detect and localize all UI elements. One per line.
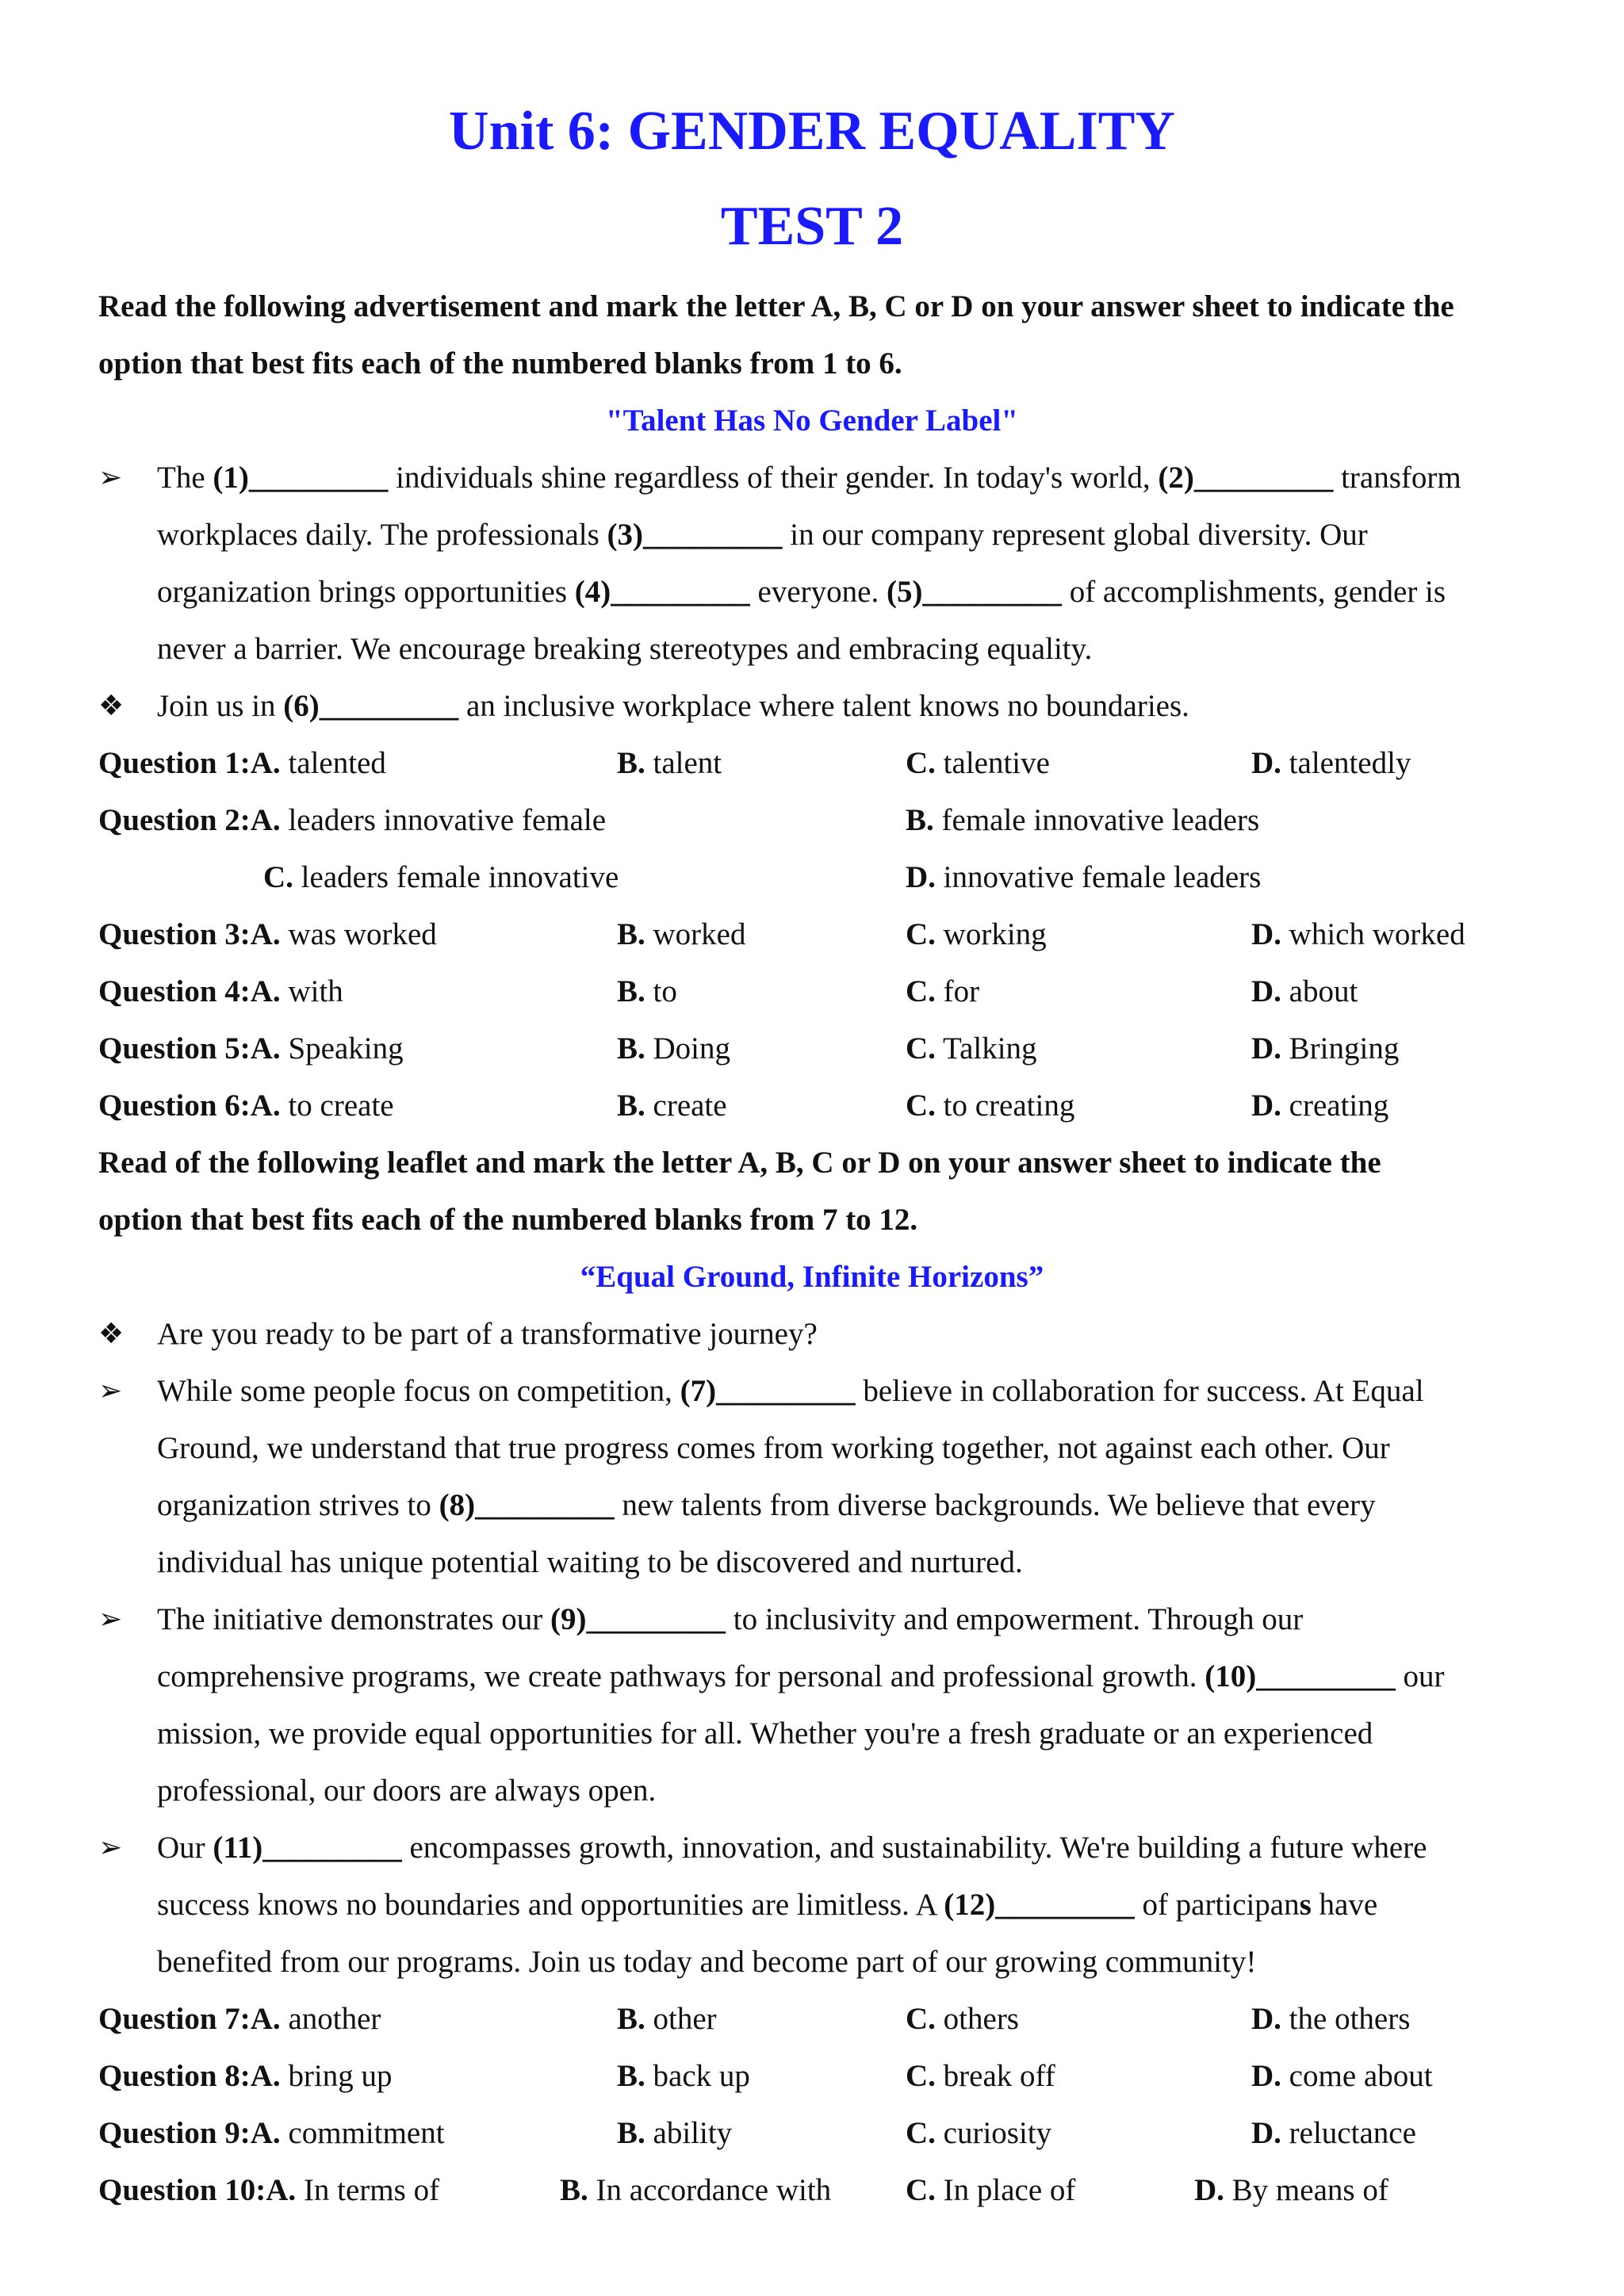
arrow-bullet-icon: ➢ [98, 1603, 123, 1636]
passage1-line3: organization brings opportunities (4)_________ everyone. (5)_________ of accomplishments, gender is [157, 575, 1446, 609]
passage2-p3-line2: success knows no boundaries and opportunities are limitless. A (12)_________ of participans have [157, 1888, 1378, 1922]
passage1-line5: Join us in (6)_________ an inclusive workplace where talent knows no boundaries. [157, 689, 1189, 723]
blank-5: (5)_________ [886, 575, 1062, 609]
blank-9: (9)_________ [550, 1602, 726, 1636]
passage2-p2-line1: The initiative demonstrates our (9)_________ to inclusivity and empowerment. Through our [157, 1602, 1304, 1636]
passage2-p2-line4: professional, our doors are always open. [157, 1774, 657, 1808]
question-row: Question 4:A. with B. to C. for D. about [98, 974, 1358, 1008]
blank-12: (12)_________ [944, 1888, 1135, 1922]
blank-6: (6)_________ [283, 689, 459, 723]
passage2-p3-line1: Our (11)_________ encompasses growth, innovation, and sustainability. We're building a future where [157, 1831, 1427, 1865]
passage2-p2-line2: comprehensive programs, we create pathways for personal and professional growth. (10)_________ our [157, 1659, 1445, 1693]
question-row: Question 6:A. to create B. create C. to creating D. creating [98, 1089, 1389, 1123]
blank-10: (10)_________ [1205, 1659, 1396, 1693]
question-row: Question 8:A. bring up B. back up C. break off D. come about [98, 2059, 1433, 2093]
question-row: Question 7:A. another B. other C. others D. the others [98, 2002, 1411, 2036]
passage1-line2: workplaces daily. The professionals (3)_________ in our company represent global diversity. Our [157, 518, 1368, 552]
question-row: Question 5:A. Speaking B. Doing C. Talking D. Bringing [98, 1031, 1400, 1066]
question-row: Question 3:A. was worked B. worked C. working D. which worked [98, 917, 1465, 951]
page-title: Unit 6: GENDER EQUALITY [449, 101, 1175, 162]
blank-11: (11)_________ [213, 1831, 402, 1865]
blank-2: (2)_________ [1158, 461, 1334, 495]
blank-3: (3)_________ [607, 518, 783, 552]
passage2-intro: Are you ready to be part of a transformative journey? [157, 1317, 818, 1351]
diamond-bullet-icon: ❖ [98, 690, 124, 722]
blank-7: (7)_________ [680, 1374, 856, 1408]
passage2-p1-line2: Ground, we understand that true progress comes from working together, not against each other. Our [157, 1431, 1390, 1465]
page-subtitle: TEST 2 [720, 196, 904, 257]
passage2-p1-line4: individual has unique potential waiting to be discovered and nurtured. [157, 1545, 1023, 1579]
passage1-line1: The (1)_________ individuals shine regardless of their gender. In today's world, (2)_________ transform [157, 461, 1461, 495]
passage1-line4: never a barrier. We encourage breaking stereotypes and embracing equality. [157, 632, 1093, 666]
passage2-p1-line3: organization strives to (8)_________ new talents from diverse backgrounds. We believe that every [157, 1488, 1376, 1522]
passage1-title: "Talent Has No Gender Label" [605, 404, 1019, 438]
section1-instruction-line1: Read the following advertisement and mark the letter A, B, C or D on your answer sheet to indicate the [98, 289, 1454, 323]
blank-4: (4)_________ [574, 575, 750, 609]
question-row: Question 9:A. commitment B. ability C. curiosity D. reluctance [98, 2116, 1416, 2150]
passage2-p2-line3: mission, we provide equal opportunities for all. Whether you're a fresh graduate or an experienced [157, 1716, 1373, 1751]
passage2-p1-line1: While some people focus on competition, (7)_________ believe in collaboration for success. At Equal [157, 1374, 1424, 1408]
arrow-bullet-icon: ➢ [98, 1831, 123, 1864]
section2-instruction-line1: Read of the following leaflet and mark the letter A, B, C or D on your answer sheet to indicate the [98, 1146, 1381, 1180]
diamond-bullet-icon: ❖ [98, 1318, 124, 1350]
passage2-p3-line3: benefited from our programs. Join us today and become part of our growing community! [157, 1945, 1257, 1979]
section1-instruction-line2: option that best fits each of the numbered blanks from 1 to 6. [98, 346, 902, 381]
passage2-title: “Equal Ground, Infinite Horizons” [580, 1260, 1044, 1294]
question-row: Question 10:A. In terms of B. In accordance with C. In place of D. By means of [98, 2173, 1388, 2207]
section2-instruction-line2: option that best fits each of the numbered blanks from 7 to 12. [98, 1203, 918, 1237]
arrow-bullet-icon: ➢ [98, 1375, 123, 1407]
question-row: C. leaders female innovative D. innovative female leaders [263, 860, 1262, 894]
question-row: Question 2:A. leaders innovative female B. female innovative leaders [98, 803, 1260, 837]
blank-8: (8)_________ [439, 1488, 615, 1522]
blank-1: (1)_________ [213, 461, 389, 495]
arrow-bullet-icon: ➢ [98, 461, 123, 494]
question-row: Question 1:A. talented B. talent C. talentive D. talentedly [98, 746, 1411, 780]
